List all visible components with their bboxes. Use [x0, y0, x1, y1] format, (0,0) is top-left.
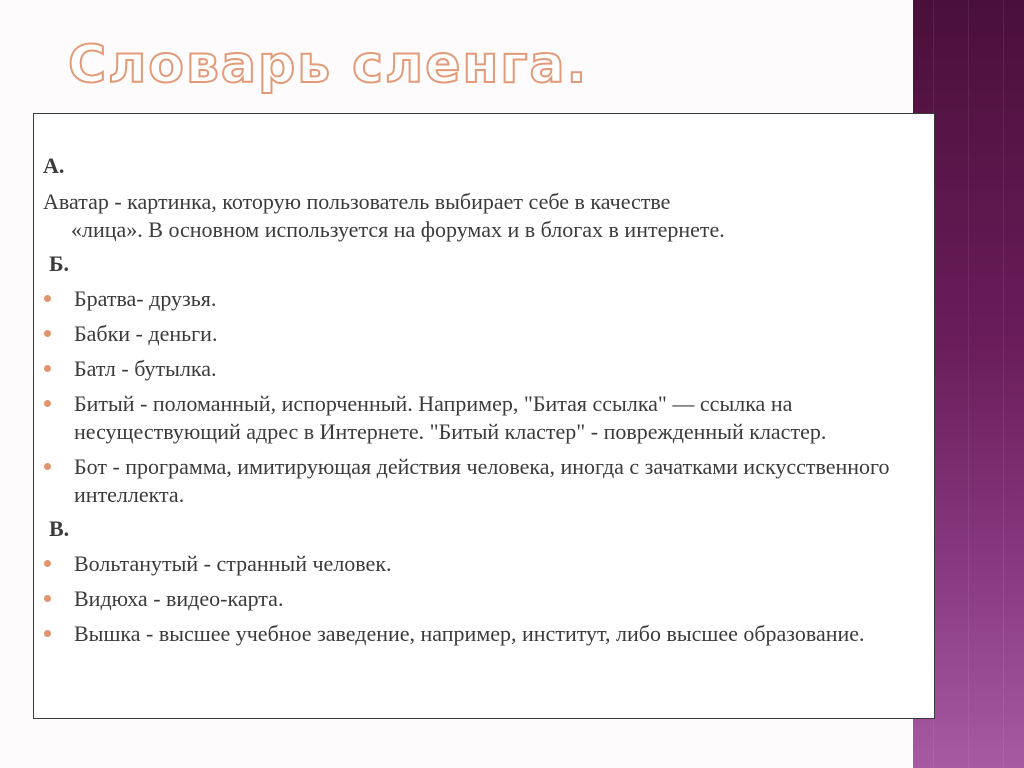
section-v-list [43, 550, 923, 648]
definition-avatar-lead: Аватар - картинка, которую пользователь выбирает себе в качестве [43, 189, 671, 214]
slide-title: Словарь сленга. [68, 35, 589, 95]
bullet-icon [44, 595, 51, 602]
definition-avatar-cont: «лица». В основном используется на форумах и в блогах в интернете. [71, 217, 725, 242]
bullet-icon [44, 365, 51, 372]
list-item: Батл - бутылка. [43, 355, 923, 383]
list-item: Бабки - деньги. [43, 320, 923, 348]
bullet-icon [44, 560, 51, 567]
definition-avatar [43, 188, 923, 244]
bullet-icon [44, 400, 51, 407]
list-item: Бот - программа, имитирующая действия человека, иногда с зачатками искусственного интеллекта. [43, 453, 923, 509]
bullet-icon [44, 463, 51, 470]
list-item: Битый - поломанный, испорченный. Например, "Битая ссылка" — ссылка на несуществующий адрес в Интернете. "Битый кластер" - поврежденный кластер. [43, 390, 923, 446]
section-b-list [43, 285, 923, 509]
bullet-icon [44, 630, 51, 637]
section-letter-b: Б. [49, 251, 70, 276]
section-letter-a: А. [43, 153, 65, 178]
list-item: Вышка - высшее учебное заведение, например, институт, либо высшее образование. [43, 620, 923, 648]
content-box [33, 113, 935, 719]
list-item: Видюха - видео-карта. [43, 585, 923, 613]
bullet-icon [44, 295, 51, 302]
section-letter-v: В. [49, 516, 70, 541]
list-item: Вольтанутый - странный человек. [43, 550, 923, 578]
bullet-icon [44, 330, 51, 337]
list-item: Братва- друзья. [43, 285, 923, 313]
